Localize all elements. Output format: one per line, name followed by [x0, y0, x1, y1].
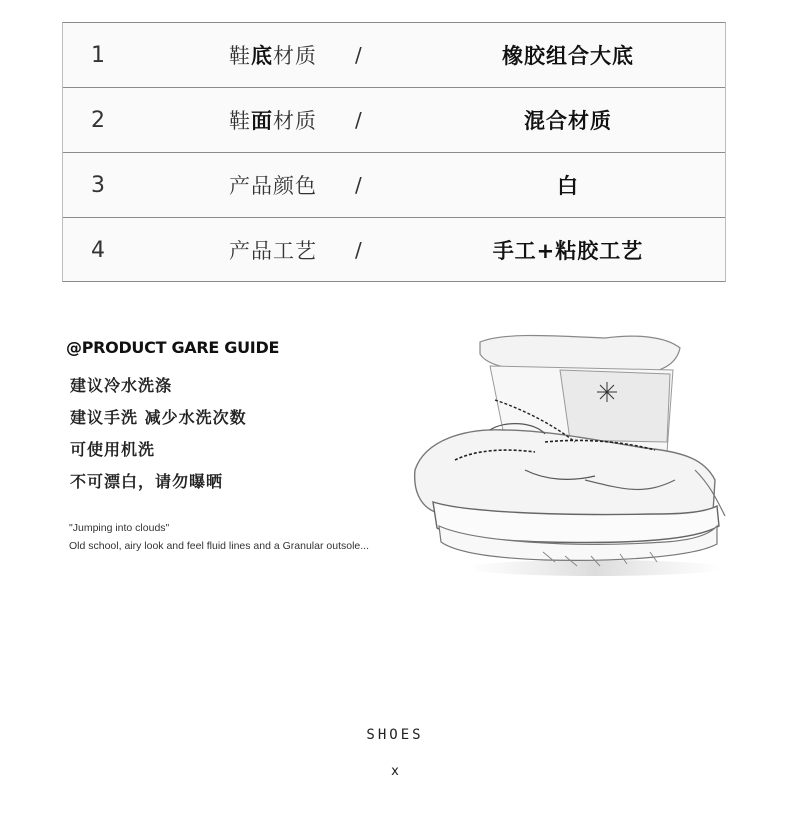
tagline-quote: "Jumping into clouds": [69, 522, 170, 534]
row-label: 鞋 面 材质: [229, 109, 317, 133]
spec-table: [62, 22, 726, 282]
spec-row: [63, 218, 725, 282]
row-value: 橡胶组合大底: [502, 44, 634, 68]
row-number: 4: [91, 237, 105, 263]
care-item: 可使用机洗: [70, 440, 156, 459]
care-item: 建议手洗 减少水洗次数: [70, 408, 247, 427]
row-label: 鞋 底 材质: [229, 44, 317, 68]
row-label: 产品工艺: [229, 239, 317, 263]
row-label: 产品颜色: [229, 174, 317, 198]
footer-shoes-label: SHOES: [366, 727, 424, 743]
row-value: 混合材质: [524, 109, 612, 133]
tagline: [69, 519, 369, 555]
tagline-description: Old school, airy look and feel fluid lines and a Granular outsole...: [69, 540, 370, 552]
shoe-sketch-image: [395, 330, 735, 580]
row-separator: /: [355, 43, 362, 67]
care-item: 建议冷水洗涤: [70, 376, 173, 395]
spec-row: [63, 153, 725, 218]
footer-x-mark: x: [391, 764, 399, 779]
row-separator: /: [355, 238, 362, 262]
row-value: 手工+粘胶工艺: [492, 239, 644, 263]
care-guide-list: [70, 373, 247, 501]
spec-row: [63, 88, 725, 153]
row-separator: /: [355, 108, 362, 132]
row-number: 2: [91, 107, 105, 133]
row-value: 白: [557, 174, 579, 198]
row-separator: /: [355, 173, 362, 197]
row-number: 1: [91, 42, 105, 68]
care-guide-title: @PRODUCT GARE GUIDE: [66, 338, 280, 357]
care-item: 不可漂白，请勿曝晒: [70, 472, 224, 491]
row-number: 3: [91, 172, 105, 198]
spec-row: [63, 23, 725, 88]
